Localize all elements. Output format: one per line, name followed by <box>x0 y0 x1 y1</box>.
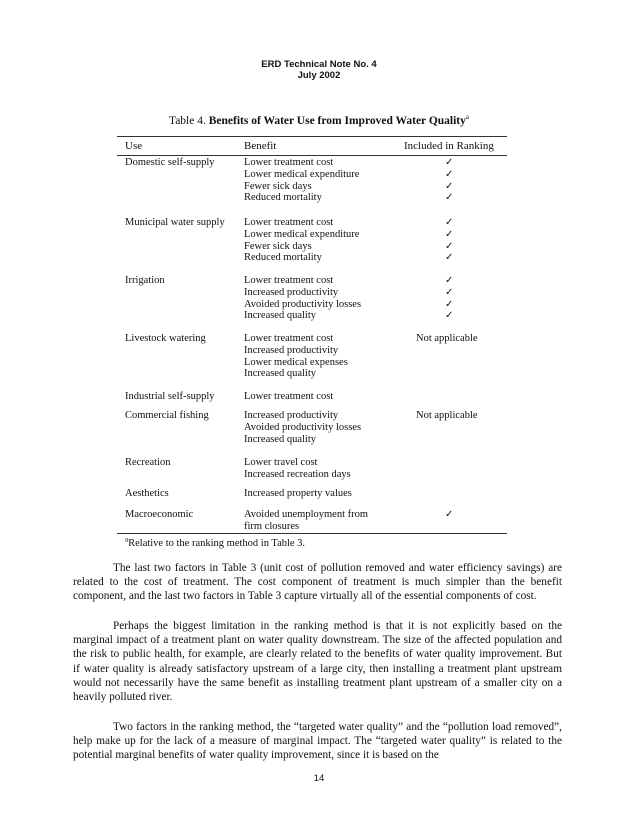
table-cell-benefit: Lower treatment cost <box>244 391 334 402</box>
paragraph <box>73 619 562 704</box>
table-caption <box>0 114 638 128</box>
column-header-benefit: Benefit <box>244 140 277 152</box>
table-cell-benefit: Avoided productivity losses <box>244 421 362 433</box>
table-cell-use: Industrial self-supply <box>125 391 215 402</box>
table-cell-benefit: Lower medical expenditure <box>244 168 360 180</box>
checkmark-icon: ✓ <box>445 168 454 180</box>
table-cell-benefit: firm closures <box>244 520 300 532</box>
footnote-superscript: a <box>125 535 129 544</box>
table-top-rule <box>117 136 507 137</box>
paragraph-text: Perhaps the biggest limitation in the ranking method is that it is not explicitly based on the marginal impact of a treatment plant on water quality downstream. The size of the affected population and the risk to public health, for example, are clearly related to the benefits of water quality improvement. But if water quality is already satisfactory upstream of a large city, then installing a treatment plant upstream would not necessarily have the same benefit as installing treatment plant upstream of a smaller city on a heavily polluted river. <box>73 620 562 704</box>
checkmark-icon: ✓ <box>445 157 454 168</box>
table-cell-benefit: Lower treatment cost <box>244 157 334 168</box>
table-cell-use: Recreation <box>125 457 171 468</box>
paragraph <box>73 720 562 763</box>
table-cell-included: Not applicable <box>416 410 478 421</box>
table-cell-benefit: Reduced mortality <box>244 192 322 204</box>
table-cell-use: Irrigation <box>125 275 165 286</box>
checkmark-icon: ✓ <box>445 298 454 310</box>
table-cell-benefit: Reduced mortality <box>244 252 322 264</box>
checkmark-icon: ✓ <box>445 192 454 204</box>
table-header-rule <box>117 155 507 156</box>
document-header-title: ERD Technical Note No. 4 <box>261 59 377 70</box>
table-cell-benefit: Lower travel cost <box>244 457 318 468</box>
checkmark-icon: ✓ <box>445 217 454 228</box>
column-header-included: Included in Ranking <box>404 140 494 152</box>
table-cell-included: Not applicable <box>416 333 478 344</box>
table-cell-benefit: Increased productivity <box>244 286 339 298</box>
table-cell-benefit: Lower treatment cost <box>244 275 334 286</box>
table-cell-use: Municipal water supply <box>125 217 225 228</box>
footnote-text: Relative to the ranking method in Table 3. <box>128 538 306 549</box>
checkmark-icon: ✓ <box>445 180 454 192</box>
table-cell-benefit: Fewer sick days <box>244 180 312 192</box>
checkmark-icon: ✓ <box>445 310 454 322</box>
table-cell-benefit: Lower treatment cost <box>244 333 334 344</box>
paragraph-text: Two factors in the ranking method, the “targeted water quality” and the “pollution load removed”, help make up for the lack of a measure of marginal impact. The “targeted water quality” is related to the potential marginal benefits of water quality improvement, since it is based on the <box>73 721 562 762</box>
checkmark-icon: ✓ <box>445 228 454 240</box>
table-cell-benefit: Lower treatment cost <box>244 217 334 228</box>
table-cell-benefit: Fewer sick days <box>244 240 312 252</box>
table-caption-superscript: a <box>465 113 469 122</box>
table-cell-benefit: Lower medical expenses <box>244 356 348 368</box>
table-cell-use: Macroeconomic <box>125 509 194 520</box>
document-header-date: July 2002 <box>297 70 341 81</box>
table-cell-benefit: Increased quality <box>244 368 317 380</box>
checkmark-icon: ✓ <box>445 252 454 264</box>
table-cell-benefit: Lower medical expenditure <box>244 228 360 240</box>
table-cell-benefit: Increased property values <box>244 488 352 499</box>
checkmark-icon: ✓ <box>445 286 454 298</box>
checkmark-icon: ✓ <box>445 275 454 286</box>
table-cell-use: Livestock watering <box>125 333 206 344</box>
column-header-use: Use <box>125 140 143 152</box>
table-cell-benefit: Increased productivity <box>244 344 339 356</box>
paragraph-text: The last two factors in Table 3 (unit cost of pollution removed and water efficiency savings) are related to the cost of treatment. The cost component of treatment is much simpler than the benefit component, and the last two factors in Table 3 capture virtually all of the essential components of cost. <box>73 562 562 603</box>
table-caption-prefix: Table 4. <box>168 115 209 127</box>
table-footnote <box>125 535 306 550</box>
table-cell-use: Domestic self-supply <box>125 157 215 168</box>
table-bottom-rule <box>117 533 507 534</box>
table-cell-benefit: Avoided unemployment from <box>244 509 369 520</box>
paragraph <box>73 561 562 604</box>
checkmark-icon: ✓ <box>445 240 454 252</box>
checkmark-icon: ✓ <box>445 509 454 520</box>
table-cell-benefit: Increased quality <box>244 433 317 445</box>
table-cell-use: Commercial fishing <box>125 410 209 421</box>
table-cell-use: Aesthetics <box>125 488 169 499</box>
table-caption-title: Benefits of Water Use from Improved Water Quality <box>208 115 466 127</box>
table-cell-benefit: Avoided productivity losses <box>244 298 362 310</box>
table-cell-benefit: Increased productivity <box>244 410 339 421</box>
table-cell-benefit: Increased recreation days <box>244 468 351 480</box>
page-number: 14 <box>313 773 325 784</box>
table-cell-benefit: Increased quality <box>244 310 317 322</box>
